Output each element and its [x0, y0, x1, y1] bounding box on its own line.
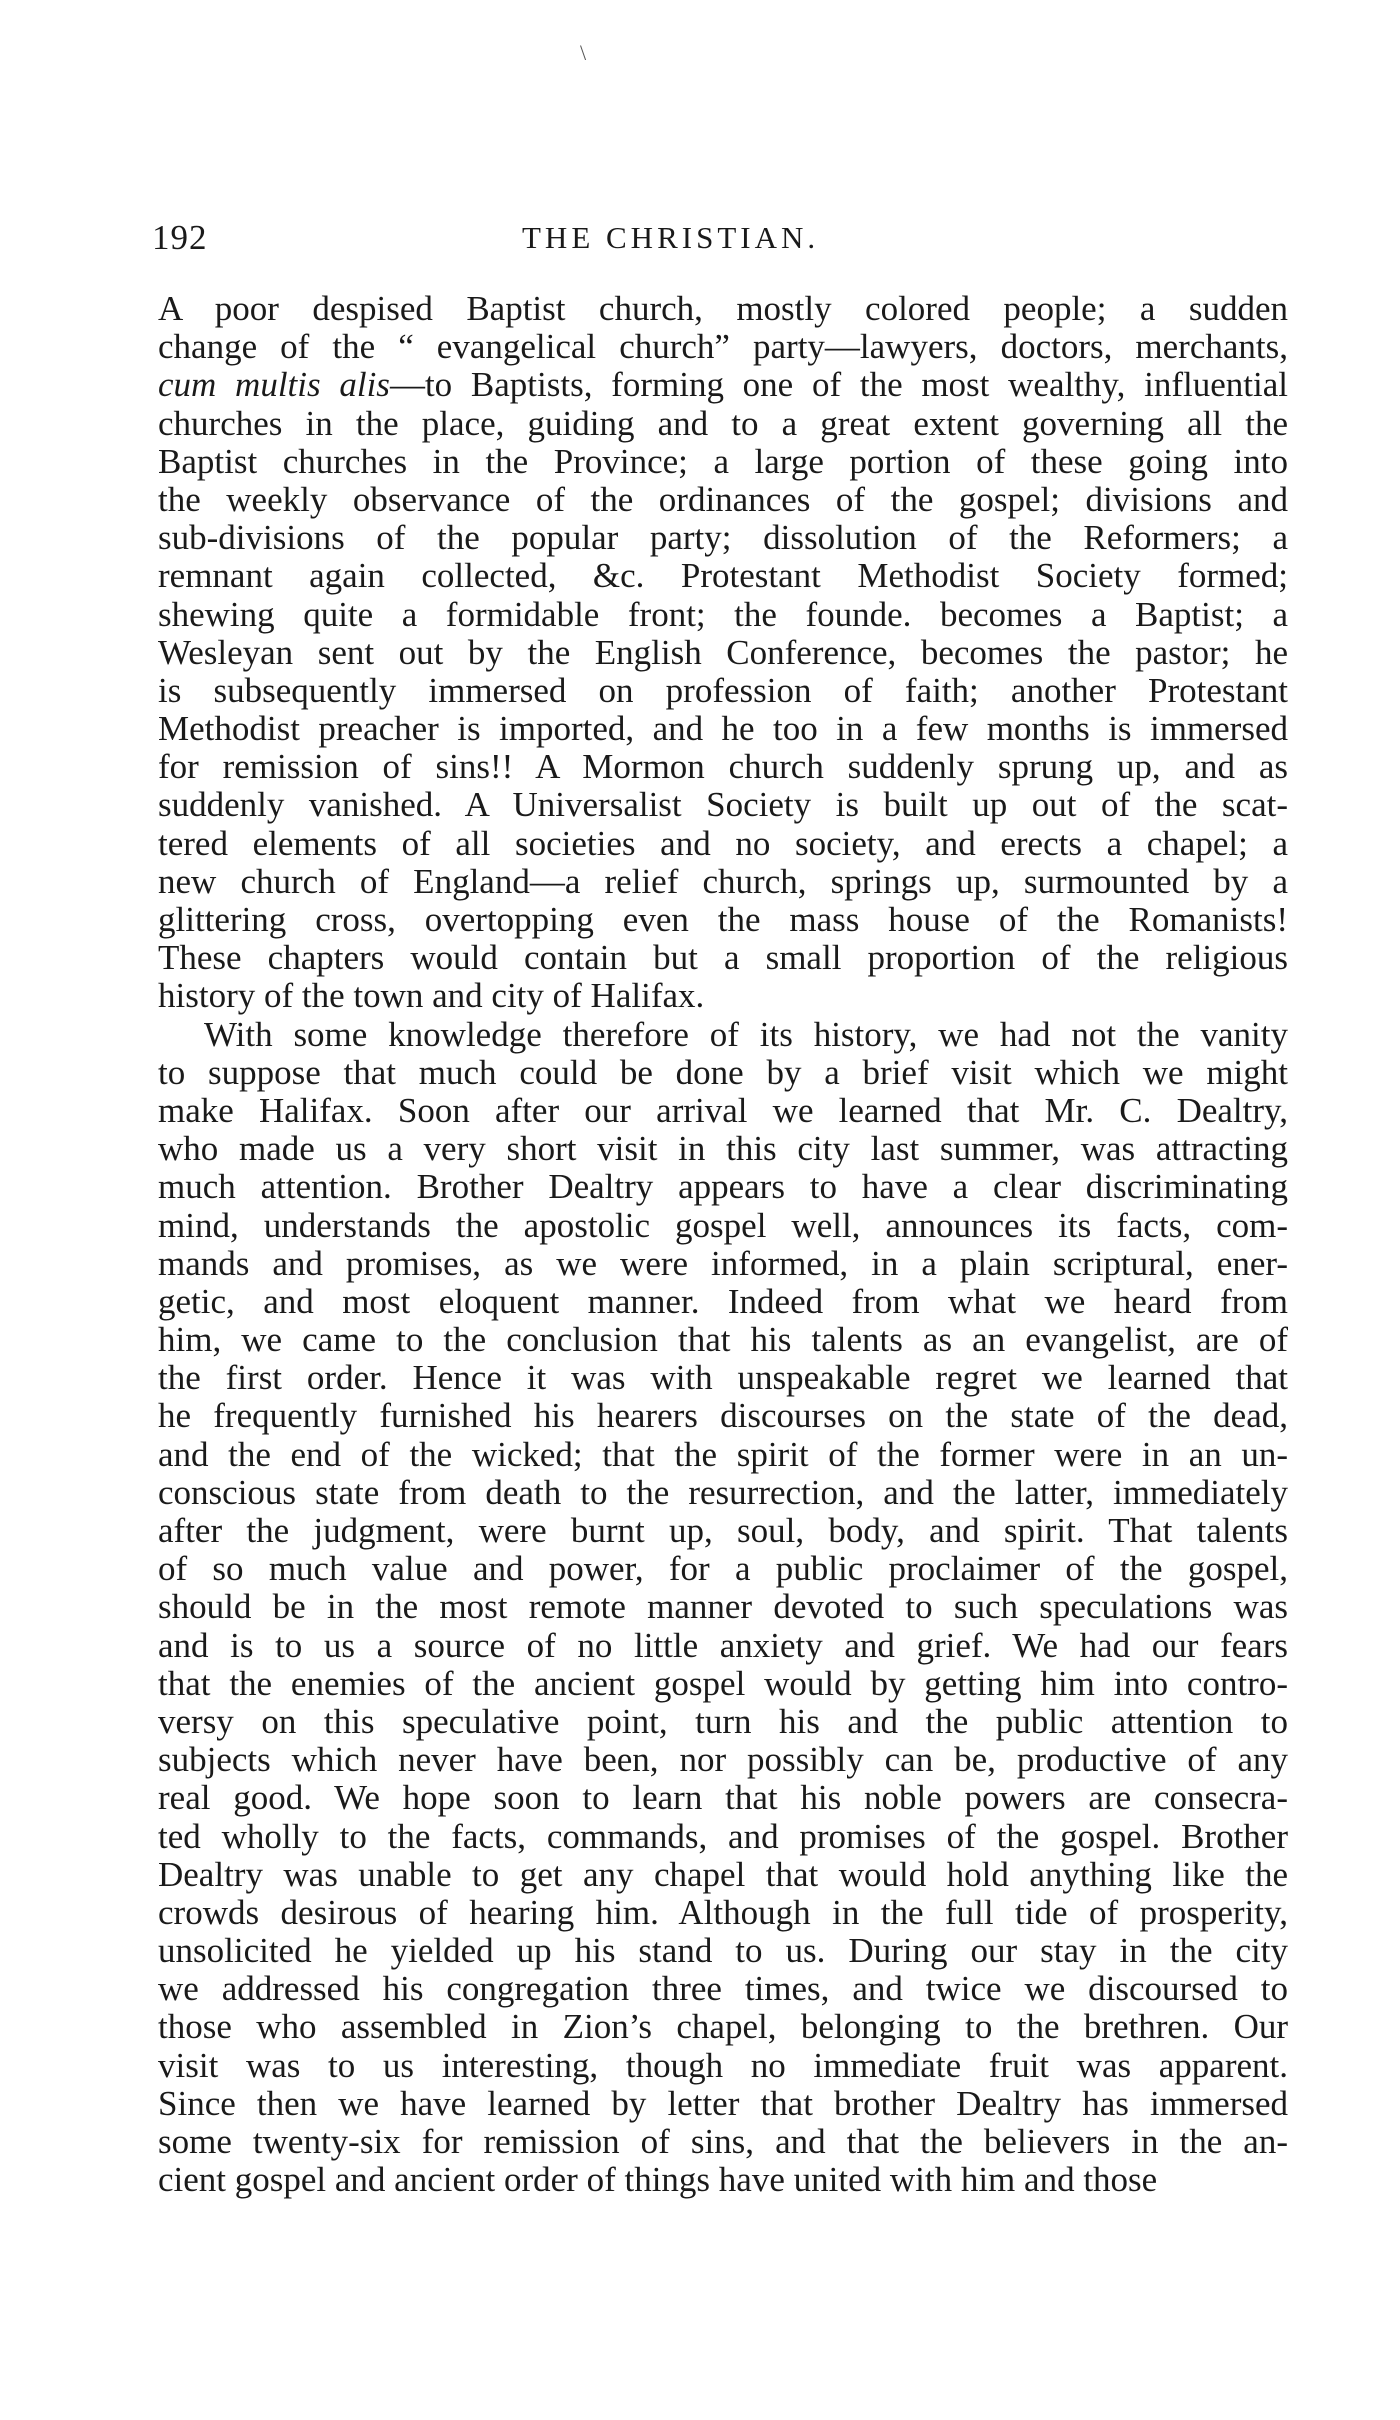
- body-text: [158, 290, 1288, 2199]
- text-line: should be in the most remote manner devoted to such speculations was: [158, 1588, 1288, 1627]
- text-line: remnant again collected, &c. Protestant Methodist Society formed;: [158, 557, 1288, 596]
- text-line: after the judgment, were burnt up, soul, body, and spirit. That talents: [158, 1512, 1288, 1550]
- text-line: glittering cross, overtopping even the mass house of the Romanists!: [158, 901, 1288, 939]
- text-line: change of the “ evangelical church” party—lawyers, doctors, merchants,: [158, 328, 1288, 367]
- text-line: cient gospel and ancient order of things have united with him and those: [158, 2161, 1158, 2200]
- text-line: we addressed his congregation three times, and twice we discoursed to: [158, 1970, 1288, 2009]
- text-line: tered elements of all societies and no society, and erects a chapel; a: [158, 824, 1288, 863]
- text-line: that the enemies of the ancient gospel would by getting him into contro-: [158, 1664, 1288, 1703]
- stray-ink-mark: \: [580, 40, 587, 65]
- text-line: ted wholly to the facts, commands, and promises of the gospel. Brother: [158, 1817, 1288, 1856]
- text-line: A poor despised Baptist church, mostly colored people; a sudden: [158, 290, 1288, 328]
- text-line: and is to us a source of no little anxiety and grief. We had our fears: [158, 1626, 1288, 1665]
- text-line: for remission of sins!! A Mormon church suddenly sprung up, and as: [158, 748, 1288, 787]
- text-line: subjects which never have been, nor possibly can be, productive of any: [158, 1741, 1288, 1780]
- paragraph: [158, 1016, 1288, 2200]
- text-line: some twenty-six for remission of sins, and that the believers in the an-: [158, 2123, 1288, 2161]
- text-line: Methodist preacher is imported, and he too in a few months is immersed: [158, 710, 1288, 749]
- text-line: mind, understands the apostolic gospel well, announces its facts, com-: [158, 1206, 1288, 1245]
- text-line: Since then we have learned by letter that brother Dealtry has immersed: [158, 2084, 1288, 2123]
- text-line: he frequently furnished his hearers discourses on the state of the dead,: [158, 1397, 1288, 1436]
- text-line: These chapters would contain but a small proportion of the religious: [158, 939, 1288, 978]
- text-line: is subsequently immersed on profession of faith; another Protestant: [158, 671, 1288, 710]
- running-head: [152, 218, 1292, 262]
- text-line: him, we came to the conclusion that his talents as an evangelist, are of: [158, 1321, 1288, 1360]
- text-line: churches in the place, guiding and to a great extent governing all the: [158, 404, 1288, 443]
- text-line: Baptist churches in the Province; a large portion of these going into: [158, 442, 1288, 481]
- page-number: 192: [152, 218, 208, 257]
- text-line: unsolicited he yielded up his stand to us. During our stay in the city: [158, 1932, 1288, 1971]
- text-line: new church of England—a relief church, springs up, surmounted by a: [158, 862, 1288, 901]
- text-line: history of the town and city of Halifax.: [158, 977, 705, 1016]
- text-line: who made us a very short visit in this city last summer, was attracting: [158, 1130, 1288, 1169]
- text-line: those who assembled in Zion’s chapel, belonging to the brethren. Our: [158, 2008, 1288, 2047]
- text-line: With some knowledge therefore of its history, we had not the vanity: [204, 1015, 1288, 1054]
- text-line: sub-divisions of the popular party; dissolution of the Reformers; a: [158, 519, 1288, 558]
- text-line: crowds desirous of hearing him. Although in the full tide of prosperity,: [158, 1893, 1288, 1932]
- text-line: of so much value and power, for a public proclaimer of the gospel,: [158, 1550, 1288, 1589]
- text-line: make Halifax. Soon after our arrival we learned that Mr. C. Dealtry,: [158, 1091, 1288, 1130]
- text-line: cum multis alis—to Baptists, forming one of the most wealthy, influential: [158, 366, 1288, 405]
- text-line: conscious state from death to the resurrection, and the latter, immediately: [158, 1473, 1288, 1512]
- text-line: the weekly observance of the ordinances of the gospel; divisions and: [158, 480, 1288, 519]
- text-line: the first order. Hence it was with unspeakable regret we learned that: [158, 1359, 1288, 1398]
- journal-title: THE CHRISTIAN.: [522, 220, 820, 255]
- text-line: suddenly vanished. A Universalist Society is built up out of the scat-: [158, 786, 1288, 825]
- text-line: and the end of the wicked; that the spirit of the former were in an un-: [158, 1435, 1288, 1474]
- text-line: Wesleyan sent out by the English Conference, becomes the pastor; he: [158, 633, 1288, 672]
- text-line: shewing quite a formidable front; the founde. becomes a Baptist; a: [158, 595, 1288, 634]
- paragraph: [158, 290, 1288, 1016]
- text-line: visit was to us interesting, though no immediate fruit was apparent.: [158, 2046, 1288, 2085]
- text-line: to suppose that much could be done by a brief visit which we might: [158, 1053, 1288, 1092]
- text-line: getic, and most eloquent manner. Indeed from what we heard from: [158, 1282, 1288, 1321]
- text-line: mands and promises, as we were informed, in a plain scriptural, ener-: [158, 1244, 1288, 1283]
- text-line: Dealtry was unable to get any chapel that would hold anything like the: [158, 1855, 1288, 1894]
- text-line: much attention. Brother Dealtry appears to have a clear discriminating: [158, 1168, 1288, 1207]
- text-line: versy on this speculative point, turn his and the public attention to: [158, 1702, 1288, 1741]
- text-line: real good. We hope soon to learn that his noble powers are consecra-: [158, 1779, 1288, 1818]
